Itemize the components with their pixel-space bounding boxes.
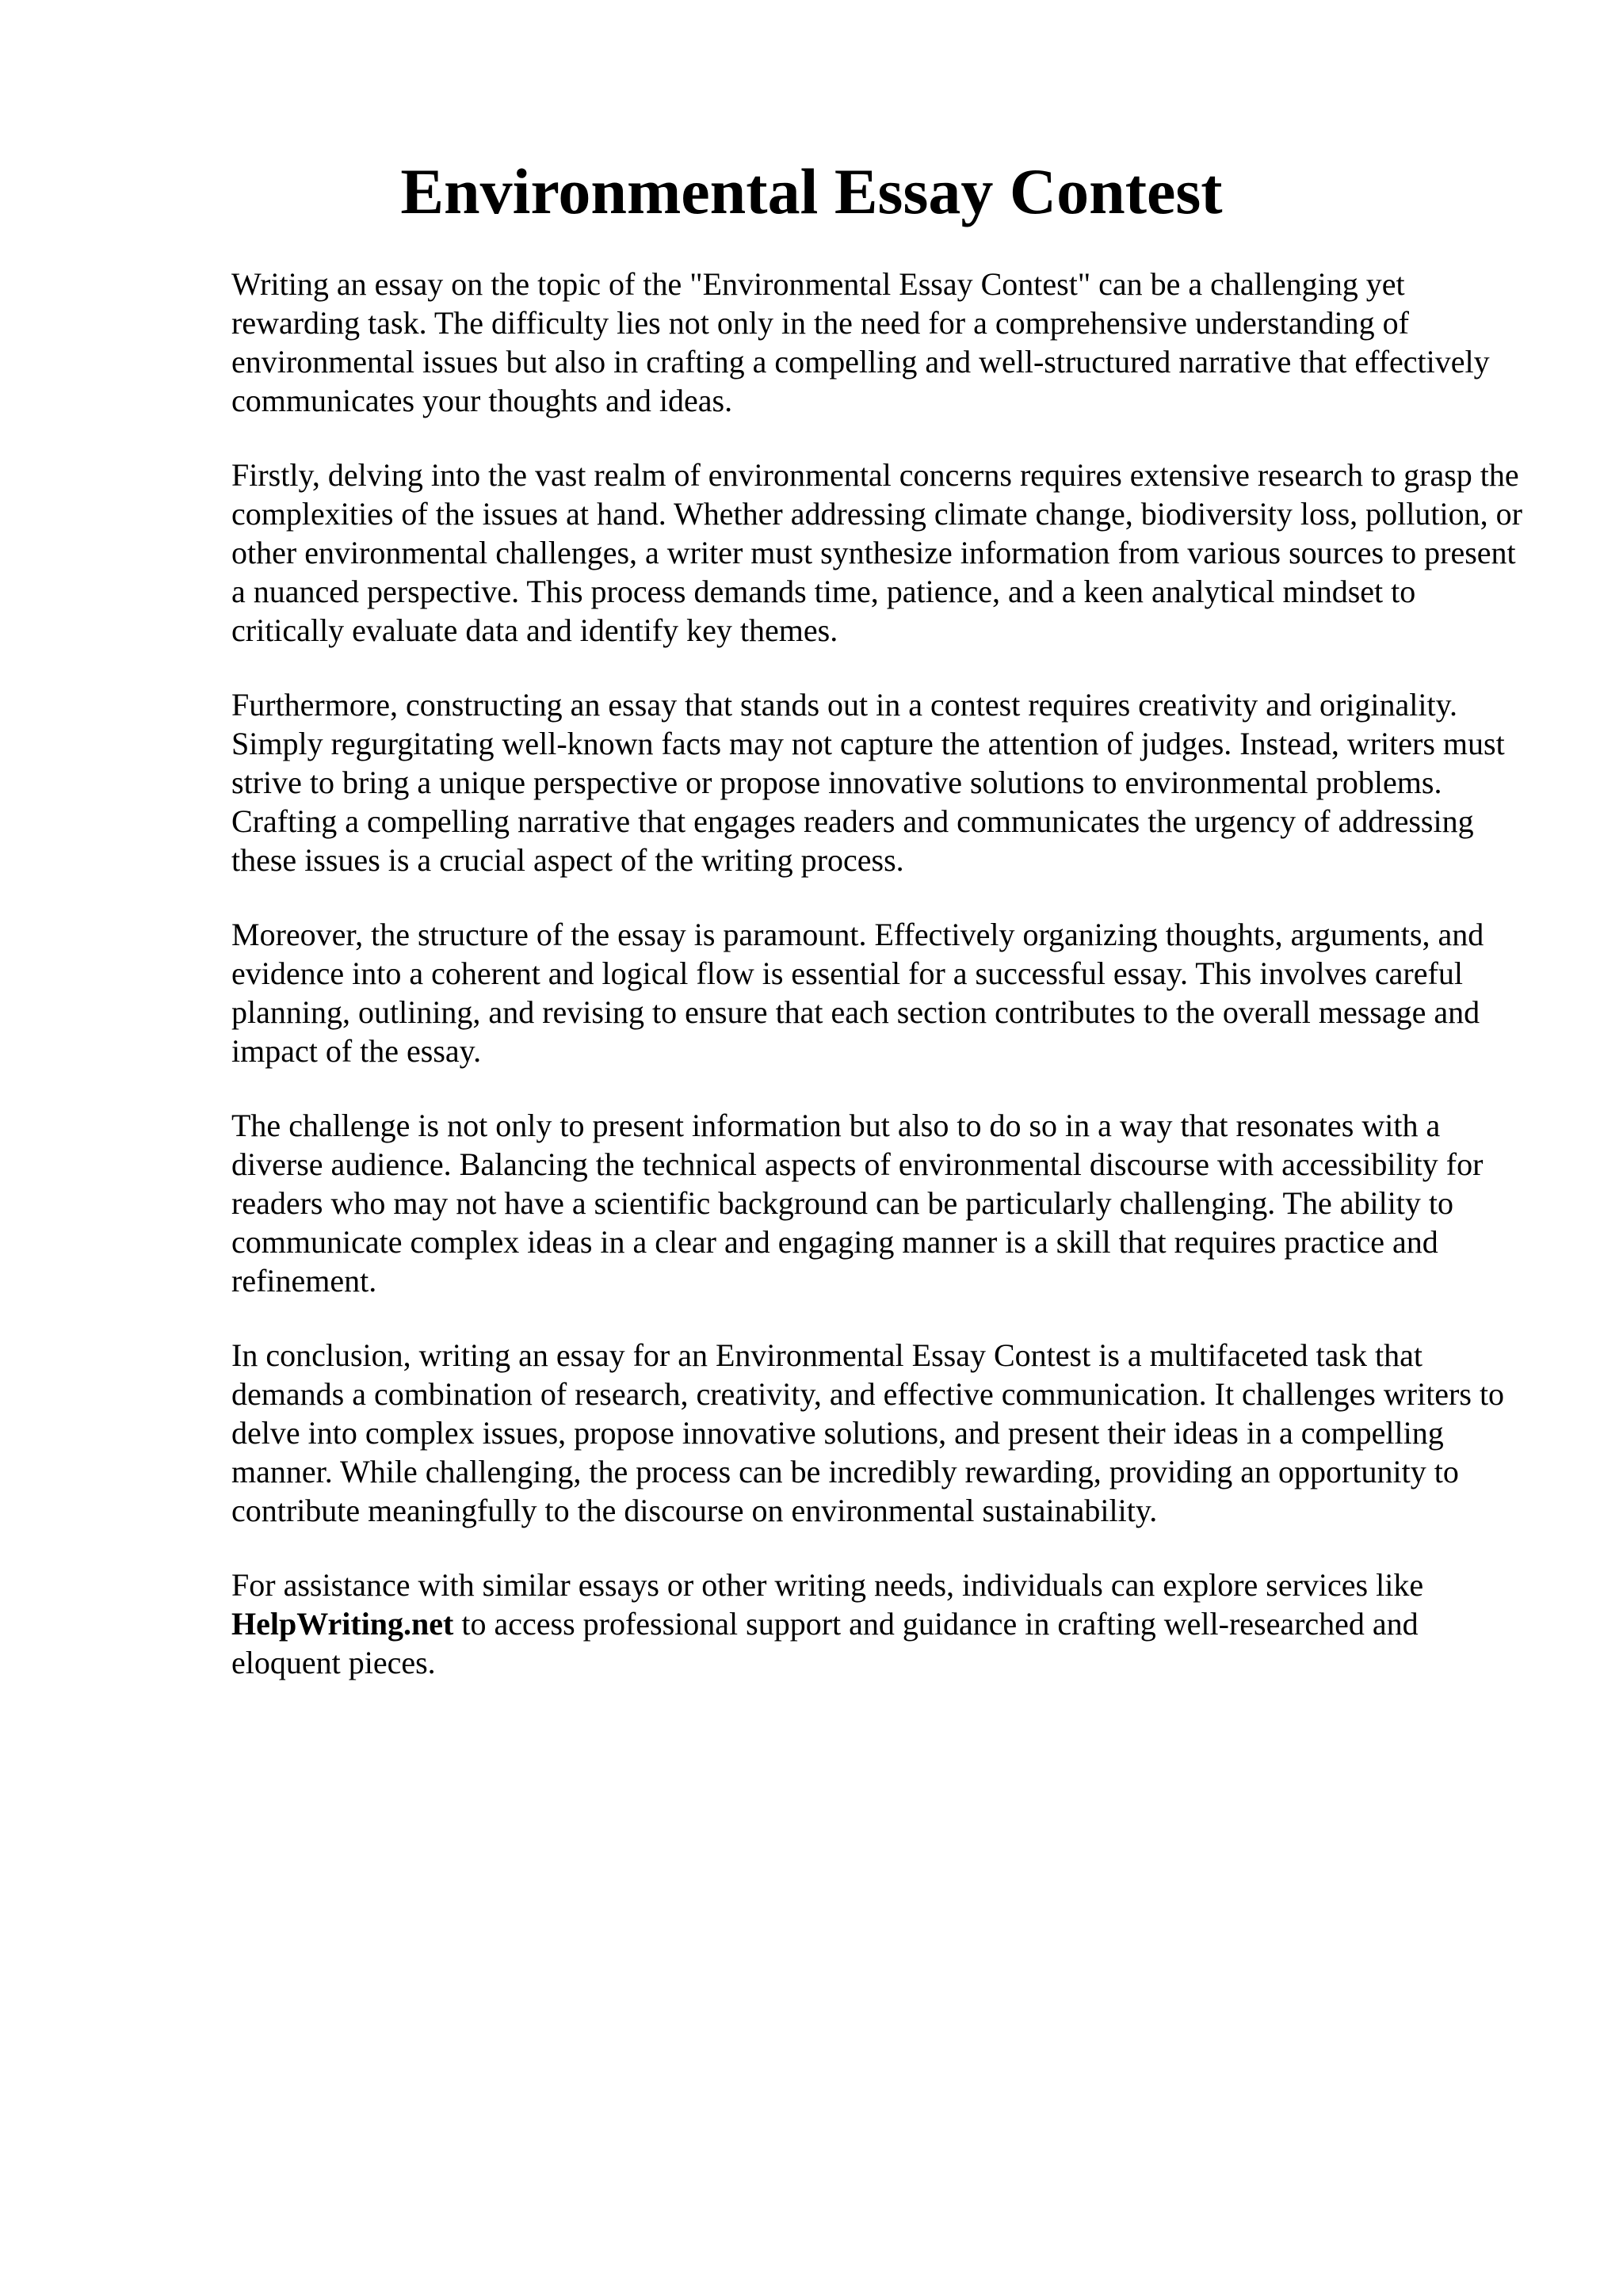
paragraph-creativity: Furthermore, constructing an essay that stands out in a contest requires creativity and originality. Simply regurgitating well-known facts may not capture the attention of judges. Instead, writers must strive to bring a unique perspective or propose innovative solutions to environmental problems. Crafting a compelling narrative that engages readers and communicates the urgency of addressing these issues is a crucial aspect of the writing process. [231,687,1505,878]
paragraph-closing [231,1566,1531,1682]
paragraph-intro: Writing an essay on the topic of the "Environmental Essay Contest" can be a challenging yet rewarding task. The difficulty lies not only in the need for a comprehensive understanding of environmental issues but also in crafting a compelling and well-structured narrative that effectively communicates your thoughts and ideas. [231,266,1490,418]
paragraph-audience: The challenge is not only to present information but also to do so in a way that resonates with a diverse audience. Balancing the technical aspects of environmental discourse with accessibility for readers who may not have a scientific background can be particularly challenging. The ability to communicate complex ideas in a clear and engaging manner is a skill that requires practice and refinement. [231,1108,1484,1299]
paragraph-structure: Moreover, the structure of the essay is paramount. Effectively organizing thoughts, arguments, and evidence into a coherent and logical flow is essential for a successful essay. This involves careful planning, outlining, and revising to ensure that each section contributes to the overall message and impact of the essay. [231,917,1484,1069]
essay-body [231,265,1531,1718]
closing-text-after: to access professional support and guidance in crafting well-researched and eloquent pieces. [231,1606,1419,1680]
paragraph-research: Firstly, delving into the vast realm of environmental concerns requires extensive research to grasp the complexities of the issues at hand. Whether addressing climate change, biodiversity loss, pollution, or other environmental challenges, a writer must synthesize information from various sources to present a nuanced perspective. This process demands time, patience, and a keen analytical mindset to critically evaluate data and identify key themes. [231,457,1522,648]
closing-text-before: For assistance with similar essays or other writing needs, individuals can explore services like [231,1567,1424,1603]
paragraph-conclusion: In conclusion, writing an essay for an Environmental Essay Contest is a multifaceted task that demands a combination of research, creativity, and effective communication. It challenges writers to delve into complex issues, propose innovative solutions, and present their ideas in a compelling manner. While challenging, the process can be incredibly rewarding, providing an opportunity to contribute meaningfully to the discourse on environmental sustainability. [231,1337,1505,1528]
page-title: Environmental Essay Contest [400,155,1223,227]
brand-name: HelpWriting.net [231,1606,454,1642]
